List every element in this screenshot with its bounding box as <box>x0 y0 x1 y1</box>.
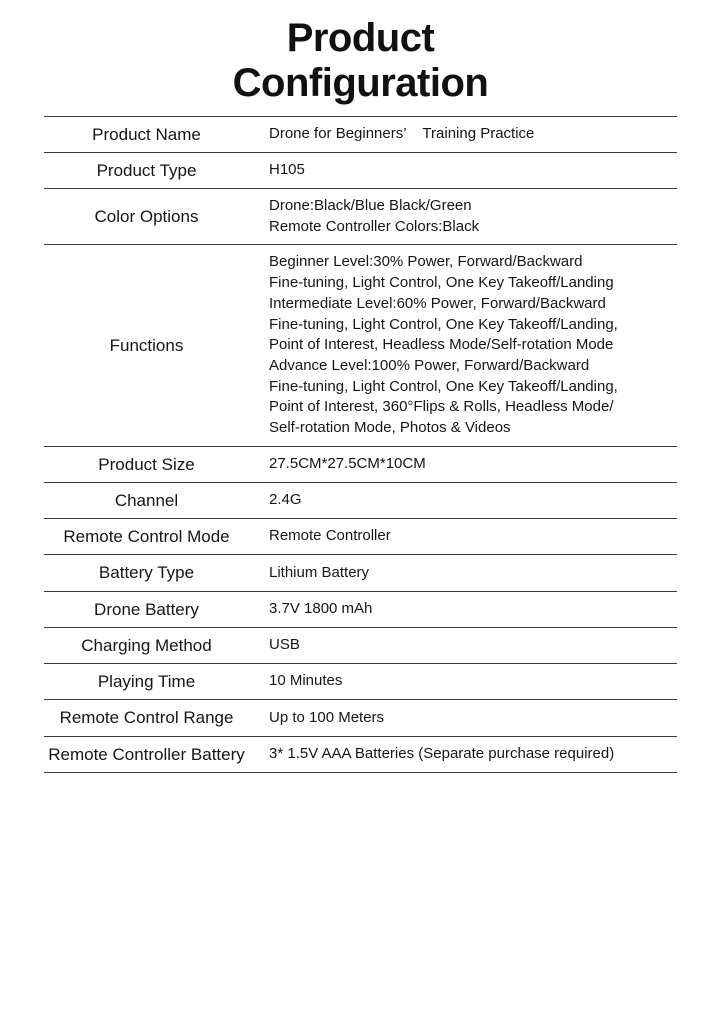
spec-value-line: 2.4G <box>269 491 302 509</box>
spec-value-line: Drone for Beginners’ Training Practice <box>269 124 535 142</box>
spec-value-line: Advance Level:100% Power, Forward/Backward <box>269 356 590 374</box>
table-row <box>44 736 677 772</box>
page-title-line-2: Configuration <box>232 60 489 105</box>
spec-value <box>255 245 677 446</box>
spec-label: Color Options <box>94 207 199 227</box>
spec-label: Product Name <box>92 124 201 144</box>
spec-label: Drone Battery <box>94 599 199 619</box>
spec-label: Playing Time <box>97 672 196 692</box>
spec-value <box>255 116 677 152</box>
spec-value <box>255 555 677 591</box>
table-row <box>44 627 677 663</box>
spec-label: Remote Control Mode <box>63 527 230 547</box>
spec-value-line: 10 Minutes <box>269 672 343 690</box>
table-row <box>44 446 677 482</box>
specification-table <box>44 116 677 773</box>
spec-value-line: Intermediate Level:60% Power, Forward/Backward <box>269 294 606 312</box>
spec-label: Charging Method <box>81 635 212 655</box>
spec-value-line: Fine-tuning, Light Control, One Key Takeoff/Landing <box>269 274 614 292</box>
spec-value-line: USB <box>269 636 300 654</box>
spec-value <box>255 664 677 700</box>
spec-value-line: Beginner Level:30% Power, Forward/Backward <box>269 253 583 271</box>
spec-label: Channel <box>114 490 179 510</box>
spec-value-line: Remote Controller <box>269 527 391 545</box>
spec-label: Product Size <box>98 454 195 474</box>
spec-value-line: Self-rotation Mode, Photos & Videos <box>269 418 511 436</box>
table-row <box>44 116 677 152</box>
spec-value <box>255 446 677 482</box>
spec-value <box>255 736 677 772</box>
spec-value <box>255 189 677 245</box>
spec-value-line: 3.7V 1800 mAh <box>269 599 373 617</box>
spec-label: Product Type <box>96 160 197 180</box>
spec-value <box>255 519 677 555</box>
table-row <box>44 245 677 446</box>
spec-value <box>255 591 677 627</box>
table-row <box>44 664 677 700</box>
page-title <box>0 0 721 116</box>
spec-value-line: Point of Interest, 360°Flips & Rolls, Headless Mode/ <box>269 398 614 416</box>
spec-value <box>255 700 677 736</box>
table-row <box>44 700 677 736</box>
spec-label: Remote Controller Battery <box>48 744 245 764</box>
spec-label: Functions <box>109 335 184 355</box>
spec-value-line: Up to 100 Meters <box>269 708 385 726</box>
table-row <box>44 482 677 518</box>
spec-value-line: Fine-tuning, Light Control, One Key Takeoff/Landing, <box>269 315 618 333</box>
spec-value-line: Fine-tuning, Light Control, One Key Takeoff/Landing, <box>269 377 618 395</box>
spec-value-line: Drone:Black/Blue Black/Green <box>269 197 472 215</box>
spec-value <box>255 482 677 518</box>
spec-value-line: 3* 1.5V AAA Batteries (Separate purchase required) <box>269 744 615 762</box>
table-row <box>44 591 677 627</box>
table-row <box>44 555 677 591</box>
spec-value <box>255 152 677 188</box>
spec-value-line: 27.5CM*27.5CM*10CM <box>269 454 426 472</box>
table-row <box>44 519 677 555</box>
spec-value-line: Lithium Battery <box>269 563 370 581</box>
specification-table-body <box>44 116 677 772</box>
spec-value-line: H105 <box>269 161 305 179</box>
page-title-line-1: Product <box>286 16 435 60</box>
spec-label: Remote Control Range <box>59 708 234 728</box>
table-row <box>44 152 677 188</box>
table-row <box>44 189 677 245</box>
spec-value-line: Remote Controller Colors:Black <box>269 217 480 235</box>
spec-label: Battery Type <box>98 563 195 583</box>
spec-value <box>255 627 677 663</box>
spec-value-line: Point of Interest, Headless Mode/Self-rotation Mode <box>269 336 614 354</box>
